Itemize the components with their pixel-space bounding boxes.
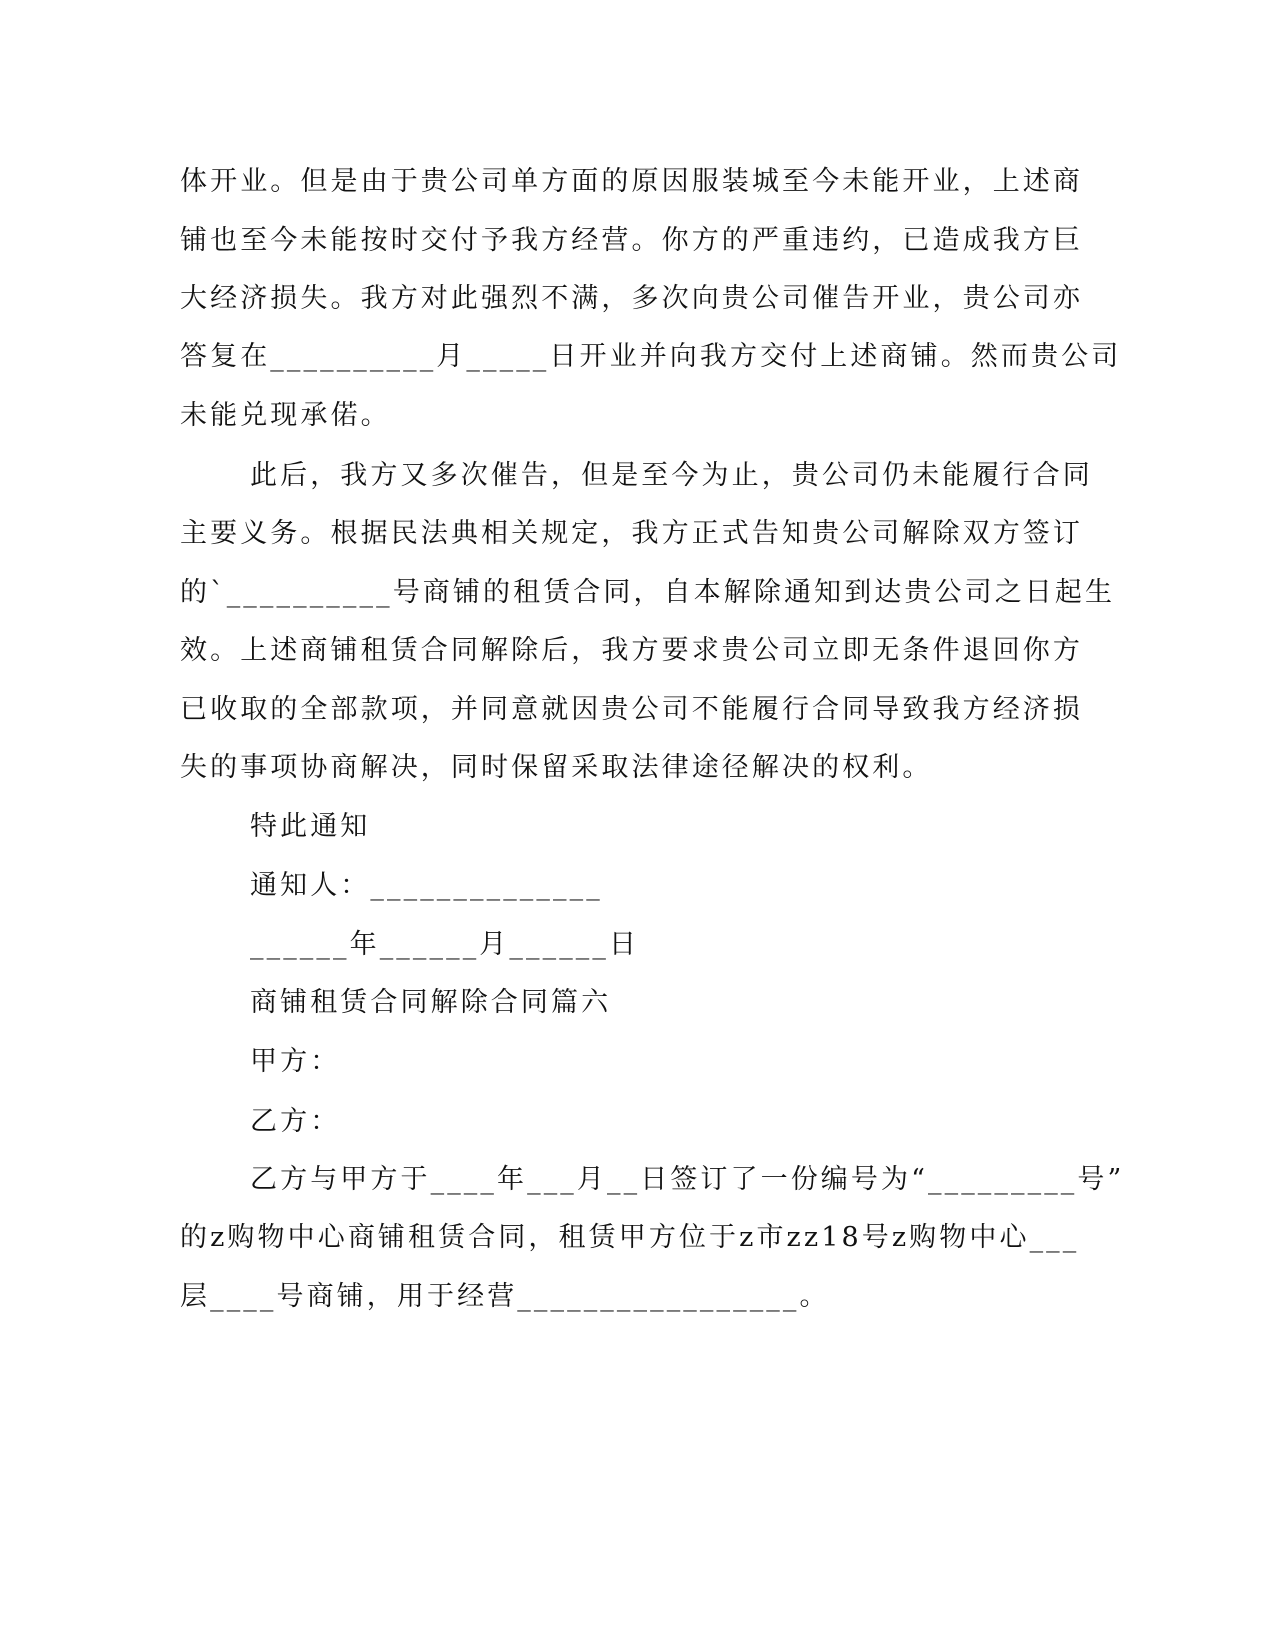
body-text-line: 大经济损失。我方对此强烈不满，多次向贵公司催告开业，贵公司亦 xyxy=(180,283,1083,314)
party-a-line: 甲方： xyxy=(250,1046,341,1077)
body-text-line: 此后，我方又多次催告，但是至今为止，贵公司仍未能履行合同 xyxy=(250,460,1093,491)
body-text-line: 答复在__________月_____日开业并向我方交付上述商铺。然而贵公司 xyxy=(180,341,1122,372)
body-text-line: 铺也至今未能按时交付予我方经营。你方的严重违约，已造成我方巨 xyxy=(180,225,1083,256)
body-text-line: 的z购物中心商铺租赁合同，租赁甲方位于z市zz18号z购物中心___ xyxy=(180,1222,1080,1253)
body-text-line: 效。上述商铺租赁合同解除后，我方要求贵公司立即无条件退回你方 xyxy=(180,635,1083,666)
body-text-line: 乙方与甲方于____年___月__日签订了一份编号为“_________号” xyxy=(250,1164,1125,1195)
party-b-line: 乙方： xyxy=(250,1106,341,1137)
date-line: ______年______月______日 xyxy=(250,929,640,960)
body-text-line: 失的事项协商解决，同时保留采取法律途径解决的权利。 xyxy=(180,752,933,783)
body-text-line: 已收取的全部款项，并同意就因贵公司不能履行合同导致我方经济损 xyxy=(180,694,1083,725)
section-title: 商铺租赁合同解除合同篇六 xyxy=(250,987,612,1018)
notice-closing: 特此通知 xyxy=(250,811,371,842)
body-text-line: 主要义务。根据民法典相关规定，我方正式告知贵公司解除双方签订 xyxy=(180,518,1083,549)
body-text-line: 未能兑现承偌。 xyxy=(180,400,391,431)
body-text-line: 的`__________号商铺的租赁合同，自本解除通知到达贵公司之日起生 xyxy=(180,577,1116,608)
body-text-line: 层____号商铺，用于经营_________________。 xyxy=(180,1281,830,1312)
body-text-line: 体开业。但是由于贵公司单方面的原因服装城至今未能开业，上述商 xyxy=(180,166,1083,197)
notifier-line: 通知人：______________ xyxy=(250,870,603,901)
